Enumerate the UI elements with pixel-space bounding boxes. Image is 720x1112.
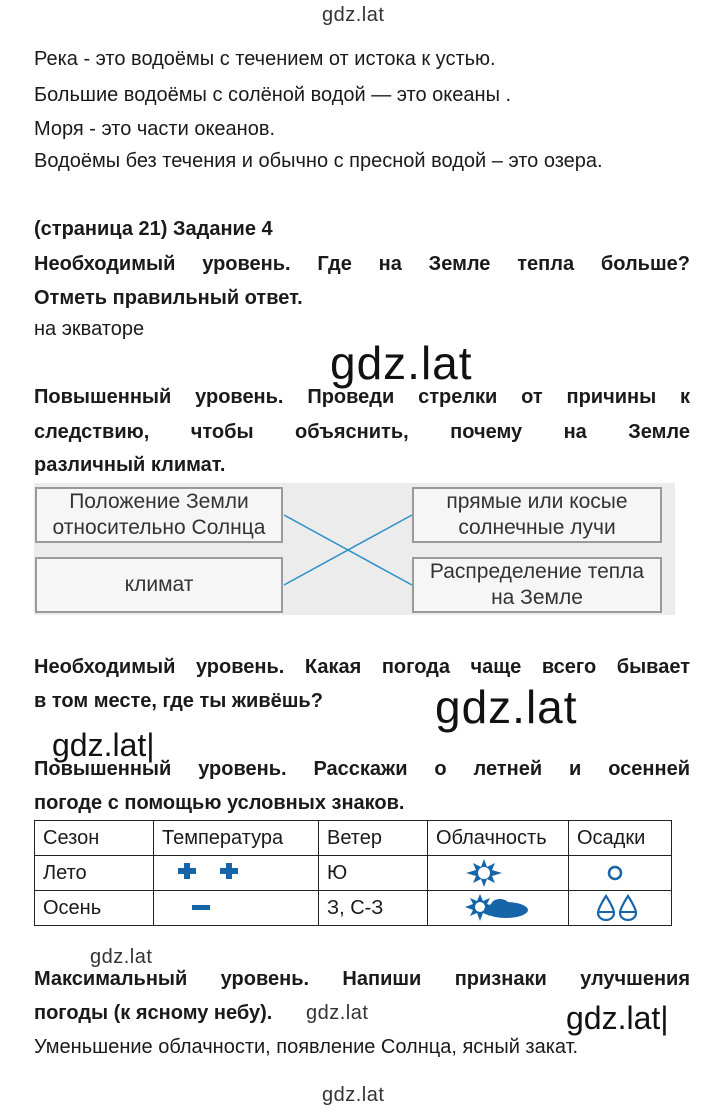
watermark-bottom: gdz.lat	[322, 1084, 385, 1106]
q4-line-2: погоде с помощью условных знаков.	[34, 792, 405, 814]
q5-line-1: Максимальный уровень. Напиши признаки улучшения	[34, 968, 690, 990]
intro-line-1: Река - это водоёмы с течением от истока к устью.	[34, 48, 496, 70]
header-wind: Ветер	[319, 821, 428, 856]
watermark-cursor-2: gdz.lat|	[566, 1000, 669, 1036]
intro-line-4: Водоёмы без течения и обычно с пресной водой – это озера.	[34, 150, 603, 172]
header-precipitation: Осадки	[569, 821, 672, 856]
sun-icon	[464, 858, 504, 888]
cell-precipitation-summer	[569, 856, 672, 891]
cell-temperature-summer	[154, 856, 319, 891]
cell-wind-autumn: З, С-З	[319, 891, 428, 926]
task-header: (страница 21) Задание 4	[34, 218, 273, 240]
intro-line-2: Большие водоёмы с солёной водой — это океаны .	[34, 84, 512, 106]
sun-cloud-icon	[464, 893, 534, 923]
q2-line-2: следствию, чтобы объяснить, почему на Земле	[34, 421, 690, 443]
cell-season-summer: Лето	[35, 856, 154, 891]
cell-wind-summer: Ю	[319, 856, 428, 891]
q3-line-1: Необходимый уровень. Какая погода чаще всего бывает	[34, 656, 690, 678]
q3-line-2: в том месте, где ты живёшь?	[34, 690, 323, 712]
cause-effect-diagram	[34, 483, 675, 615]
q1-line-1: Необходимый уровень. Где на Земле тепла больше?	[34, 253, 690, 275]
watermark-big-1: gdz.lat	[330, 337, 473, 389]
cell-season-autumn: Осень	[35, 891, 154, 926]
cell-precipitation-autumn	[569, 891, 672, 926]
diagram-box-heat-distribution-line-2: на Земле	[491, 586, 583, 609]
cell-cloudiness-summer	[428, 856, 569, 891]
drops-icon	[595, 894, 641, 922]
q1-line-2: Отметь правильный ответ.	[34, 287, 303, 309]
header-season: Сезон	[35, 821, 154, 856]
watermark-cursor-1: gdz.lat|	[52, 727, 155, 763]
watermark-top: gdz.lat	[322, 4, 385, 26]
diagram-box-sun-rays-line-1: прямые или косые	[446, 490, 628, 513]
intro-line-3: Моря - это части океанов.	[34, 118, 276, 140]
diagram-box-climate-line-1: климат	[124, 573, 194, 596]
weather-table	[34, 820, 672, 926]
diagram-box-position-line-1: Положение Земли	[69, 490, 249, 513]
q4-line-1: Повышенный уровень. Расскажи о летней и осенней	[34, 758, 690, 780]
table-row	[35, 856, 672, 891]
q1-answer: на экваторе	[34, 318, 145, 340]
q2-line-1: Повышенный уровень. Проведи стрелки от причины к	[34, 386, 690, 408]
plus-plus-icon	[172, 862, 252, 884]
diagram-box-position-line-2: относительно Солнца	[52, 516, 266, 539]
watermark-small-2: gdz.lat	[90, 946, 153, 968]
table-header-row	[35, 821, 672, 856]
header-cloudiness: Облачность	[428, 821, 569, 856]
q2-line-3: различный климат.	[34, 454, 226, 476]
q5-answer: Уменьшение облачности, появление Солнца, ясный закат.	[34, 1036, 579, 1058]
diagram-box-sun-rays-line-2: солнечные лучи	[458, 516, 616, 539]
cell-cloudiness-autumn	[428, 891, 569, 926]
q5-line-2: погоды (к ясному небу).	[34, 1002, 273, 1024]
diagram-arrows	[34, 483, 675, 615]
minus-icon	[190, 903, 214, 913]
cell-temperature-autumn	[154, 891, 319, 926]
watermark-small-3: gdz.lat	[306, 1002, 369, 1024]
table-row	[35, 891, 672, 926]
circle-icon	[605, 863, 625, 883]
diagram-box-heat-distribution-line-1: Распределение тепла	[429, 560, 645, 583]
watermark-big-2: gdz.lat	[435, 681, 578, 733]
header-temperature: Температура	[154, 821, 319, 856]
